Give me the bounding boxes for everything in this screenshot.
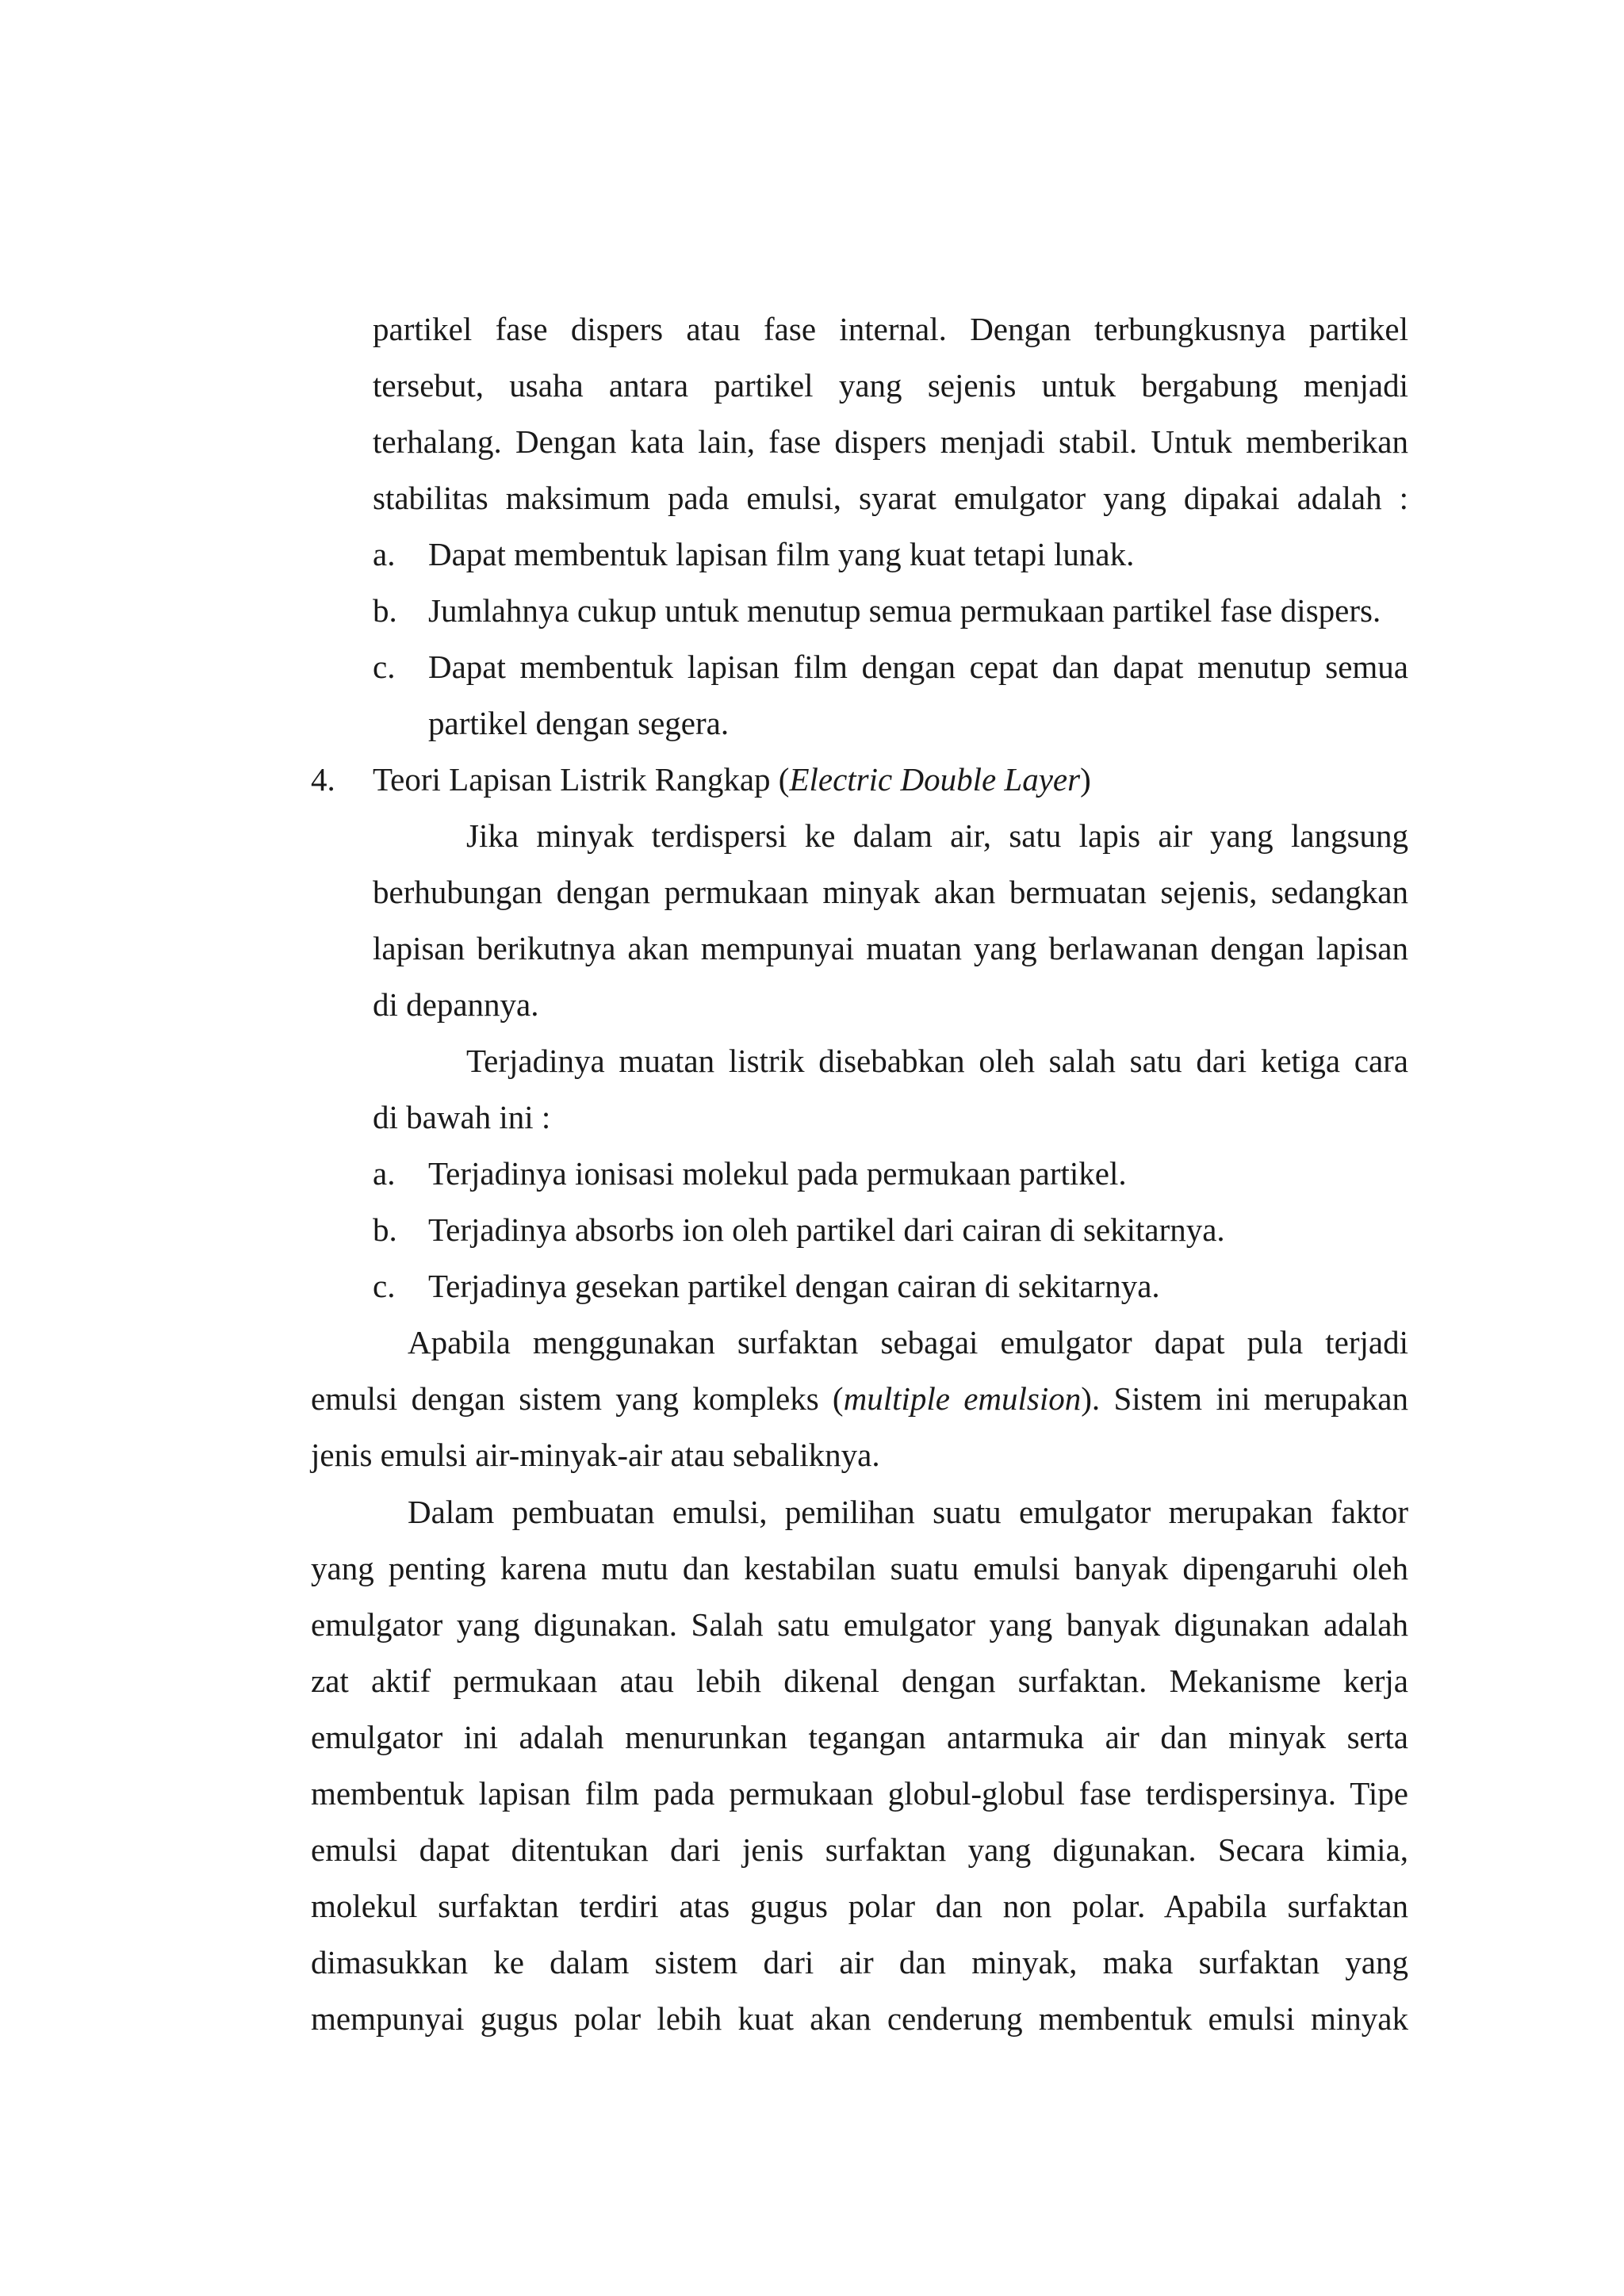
- list-marker: b.: [373, 1211, 397, 1248]
- section-title-italic: Electric Double Layer: [789, 761, 1081, 798]
- list-item-text: Jumlahnya cukup untuk menutup semua permukaan partikel fase dispers.: [428, 592, 1381, 629]
- text-line: emulsi dengan sistem yang kompleks (multiple emulsion). Sistem ini merupakan: [311, 1380, 1409, 1417]
- list-item-text: Dapat membentuk lapisan film dengan cepat dan dapat menutup semua: [428, 649, 1408, 685]
- text-line: lapisan berikutnya akan mempunyai muatan yang berlawanan dengan lapisan: [373, 930, 1408, 966]
- section-title: Teori Lapisan Listrik Rangkap (Electric Double Layer): [373, 761, 1091, 798]
- section-number: 4.: [311, 761, 335, 798]
- list-marker: a.: [373, 536, 396, 572]
- text-line: dimasukkan ke dalam sistem dari air dan minyak, maka surfaktan yang: [311, 1944, 1408, 1980]
- list-marker: b.: [373, 592, 397, 629]
- section4-paragraph-2: [373, 1033, 1408, 1146]
- text-line: membentuk lapisan film pada permukaan globul-globul fase terdispersinya. Tipe: [311, 1775, 1408, 1812]
- text-line: Apabila menggunakan surfaktan sebagai emulgator dapat pula terjadi: [408, 1324, 1408, 1360]
- text-line: jenis emulsi air-minyak-air atau sebaliknya.: [311, 1437, 880, 1473]
- section-heading: [311, 752, 1408, 808]
- text-line: Dalam pembuatan emulsi, pemilihan suatu emulgator merupakan faktor: [408, 1494, 1408, 1530]
- list-item: [373, 1258, 1408, 1314]
- list-item: [373, 583, 1408, 639]
- text-line: berhubungan dengan permukaan minyak akan bermuatan sejenis, sedangkan: [373, 874, 1408, 910]
- text-line: emulsi dapat ditentukan dari jenis surfaktan yang digunakan. Secara kimia,: [311, 1831, 1408, 1868]
- text-line: emulgator yang digunakan. Salah satu emulgator yang banyak digunakan adalah: [311, 1606, 1408, 1643]
- intro-paragraph: [373, 301, 1408, 526]
- text-line: Terjadinya muatan listrik disebabkan oleh salah satu dari ketiga cara: [466, 1043, 1408, 1079]
- list-marker: c.: [373, 649, 396, 685]
- section4-paragraph-1: [373, 808, 1408, 1033]
- text-line: di bawah ini :: [373, 1099, 551, 1135]
- text-line: stabilitas maksimum pada emulsi, syarat emulgator yang dipakai adalah :: [373, 480, 1408, 516]
- text-line: di depannya.: [373, 986, 539, 1023]
- text-line: Jika minyak terdispersi ke dalam air, satu lapis air yang langsung: [466, 817, 1408, 854]
- text-line: tersebut, usaha antara partikel yang sejenis untuk bergabung menjadi: [373, 367, 1408, 404]
- list-item-text: Terjadinya absorbs ion oleh partikel dari cairan di sekitarnya.: [428, 1211, 1225, 1248]
- text-line: emulgator ini adalah menurunkan tegangan antarmuka air dan minyak serta: [311, 1719, 1408, 1755]
- text-line: terhalang. Dengan kata lain, fase dispers menjadi stabil. Untuk memberikan: [373, 423, 1408, 460]
- multiple-emulsion-paragraph: [311, 1314, 1408, 1483]
- text-line: yang penting karena mutu dan kestabilan suatu emulsi banyak dipengaruhi oleh: [311, 1550, 1408, 1586]
- list-item: [373, 1146, 1408, 1202]
- list-item: [373, 1202, 1408, 1258]
- emulgator-paragraph: [311, 1484, 1408, 2047]
- list-marker: c.: [373, 1268, 396, 1304]
- list-marker: a.: [373, 1155, 396, 1192]
- text-line: partikel fase dispers atau fase internal. Dengan terbungkusnya partikel: [373, 311, 1408, 347]
- italic-term: multiple emulsion: [843, 1380, 1082, 1417]
- text-line: molekul surfaktan terdiri atas gugus polar dan non polar. Apabila surfaktan: [311, 1888, 1408, 1924]
- text-line: mempunyai gugus polar lebih kuat akan cenderung membentuk emulsi minyak: [311, 2000, 1408, 2037]
- list-item: [373, 526, 1408, 583]
- list-item-text: Terjadinya gesekan partikel dengan cairan di sekitarnya.: [428, 1268, 1160, 1304]
- list-item-text: Dapat membentuk lapisan film yang kuat tetapi lunak.: [428, 536, 1135, 572]
- list-item-text: partikel dengan segera.: [428, 705, 730, 741]
- text-line: zat aktif permukaan atau lebih dikenal dengan surfaktan. Mekanisme kerja: [311, 1663, 1408, 1699]
- list-item: [373, 639, 1408, 752]
- list-item-text: Terjadinya ionisasi molekul pada permukaan partikel.: [428, 1155, 1127, 1192]
